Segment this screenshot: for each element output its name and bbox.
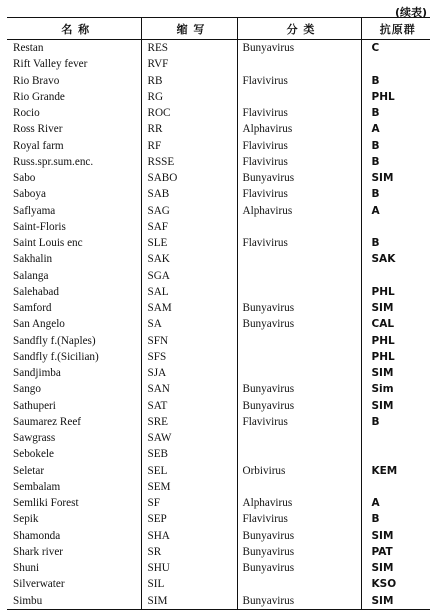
classification-cell: Flavivirus xyxy=(237,414,361,430)
table-row xyxy=(7,284,430,300)
table-row xyxy=(7,365,430,381)
classification-cell: Flavivirus xyxy=(237,186,361,202)
antigen-group-cell: SIM xyxy=(361,365,430,381)
virus-name-cell: Saflyama xyxy=(13,204,56,217)
antigen-group-cell: KSO xyxy=(361,576,430,592)
table-row xyxy=(7,463,430,479)
classification-cell xyxy=(237,479,361,495)
table-row xyxy=(7,235,430,251)
virus-name-cell: Sakhalin xyxy=(13,253,53,266)
antigen-group-cell: B xyxy=(361,511,430,527)
antigen-group-cell: SIM xyxy=(361,170,430,186)
table-row xyxy=(7,528,430,544)
abbreviation-cell: SFN xyxy=(141,333,237,349)
abbreviation-cell: SLE xyxy=(141,235,237,251)
virus-name-cell: Rift Valley fever xyxy=(13,58,88,71)
table-row xyxy=(7,333,430,349)
abbreviation-cell: SAL xyxy=(141,284,237,300)
virus-name-cell: Shamonda xyxy=(13,529,61,542)
table-row xyxy=(7,219,430,235)
classification-cell xyxy=(237,284,361,300)
abbreviation-cell: SJA xyxy=(141,365,237,381)
abbreviation-cell: SRE xyxy=(141,414,237,430)
classification-cell: Orbivirus xyxy=(237,463,361,479)
antigen-group-cell: PHL xyxy=(361,89,430,105)
table-row xyxy=(7,105,430,121)
header-class: 分 类 xyxy=(237,18,361,40)
classification-cell: Bunyavirus xyxy=(237,398,361,414)
table-row xyxy=(7,138,430,154)
abbreviation-cell: RF xyxy=(141,138,237,154)
classification-cell xyxy=(237,576,361,592)
antigen-group-cell xyxy=(361,479,430,495)
table-row xyxy=(7,398,430,414)
antigen-group-cell: B xyxy=(361,138,430,154)
antigen-group-cell: PAT xyxy=(361,544,430,560)
antigen-group-cell xyxy=(361,430,430,446)
virus-name-cell: Sathuperi xyxy=(13,399,56,412)
table-row xyxy=(7,73,430,89)
antigen-group-cell: SIM xyxy=(361,593,430,610)
virus-name-cell: Sawgrass xyxy=(13,432,56,445)
abbreviation-cell: RG xyxy=(141,89,237,105)
table-row xyxy=(7,560,430,576)
table-row xyxy=(7,170,430,186)
table-row xyxy=(7,511,430,527)
abbreviation-cell: SAF xyxy=(141,219,237,235)
antigen-group-cell: B xyxy=(361,235,430,251)
abbreviation-cell: SAW xyxy=(141,430,237,446)
antigen-group-cell: A xyxy=(361,203,430,219)
classification-cell xyxy=(237,446,361,462)
classification-cell: Flavivirus xyxy=(237,105,361,121)
table-row xyxy=(7,430,430,446)
abbreviation-cell: SHA xyxy=(141,528,237,544)
abbreviation-cell: SFS xyxy=(141,349,237,365)
antigen-group-cell: A xyxy=(361,495,430,511)
virus-name-cell: Salehabad xyxy=(13,285,59,298)
classification-cell: Alphavirus xyxy=(237,121,361,137)
abbreviation-cell: SHU xyxy=(141,560,237,576)
antigen-group-cell: Sim xyxy=(361,381,430,397)
abbreviation-cell: SEM xyxy=(141,479,237,495)
virus-name-cell: Royal farm xyxy=(13,139,64,152)
antigen-group-cell xyxy=(361,56,430,72)
virus-name-cell: Sango xyxy=(13,383,41,396)
classification-cell xyxy=(237,365,361,381)
virus-name-cell: Sebokele xyxy=(13,448,55,461)
antigen-group-cell: B xyxy=(361,414,430,430)
header-abbr: 缩 写 xyxy=(141,18,237,40)
virus-name-cell: Saumarez Reef xyxy=(13,415,82,428)
abbreviation-cell: RB xyxy=(141,73,237,89)
table-row xyxy=(7,446,430,462)
classification-cell xyxy=(237,349,361,365)
antigen-group-cell: B xyxy=(361,105,430,121)
header-name: 名 称 xyxy=(7,18,141,40)
abbreviation-cell: SF xyxy=(141,495,237,511)
virus-name-cell: Sandjimba xyxy=(13,367,61,380)
table-row xyxy=(7,479,430,495)
virus-name-cell: Sandfly f.(Sicilian) xyxy=(13,350,99,363)
antigen-group-cell: SIM xyxy=(361,560,430,576)
abbreviation-cell: SAK xyxy=(141,251,237,267)
abbreviation-cell: SAB xyxy=(141,186,237,202)
table-row xyxy=(7,203,430,219)
antigen-group-cell: B xyxy=(361,154,430,170)
antigen-group-cell: PHL xyxy=(361,333,430,349)
classification-cell xyxy=(237,89,361,105)
abbreviation-cell: SIM xyxy=(141,593,237,610)
table-body xyxy=(7,40,430,610)
table-row xyxy=(7,316,430,332)
classification-cell: Flavivirus xyxy=(237,511,361,527)
table-header xyxy=(7,18,430,40)
virus-name-cell: Sepik xyxy=(13,513,39,526)
virus-name-cell: Ross River xyxy=(13,123,63,136)
classification-cell: Flavivirus xyxy=(237,138,361,154)
antigen-group-cell xyxy=(361,219,430,235)
antigen-group-cell: PHL xyxy=(361,349,430,365)
virus-name-cell: Restan xyxy=(13,42,44,55)
table-row xyxy=(7,251,430,267)
table-row xyxy=(7,40,430,57)
table-row xyxy=(7,381,430,397)
abbreviation-cell: SEL xyxy=(141,463,237,479)
abbreviation-cell: RVF xyxy=(141,56,237,72)
antigen-group-cell: KEM xyxy=(361,463,430,479)
table-row xyxy=(7,544,430,560)
classification-cell: Alphavirus xyxy=(237,203,361,219)
classification-cell xyxy=(237,251,361,267)
classification-cell: Alphavirus xyxy=(237,495,361,511)
table-row xyxy=(7,121,430,137)
virus-name-cell: Shuni xyxy=(13,562,40,575)
virus-name-cell: Rio Bravo xyxy=(13,74,60,87)
antigen-group-cell: PHL xyxy=(361,284,430,300)
classification-cell: Bunyavirus xyxy=(237,300,361,316)
virus-name-cell: Silverwater xyxy=(13,578,65,591)
virus-name-cell: Samford xyxy=(13,302,52,315)
classification-cell xyxy=(237,430,361,446)
virus-name-cell: Saint Louis enc xyxy=(13,237,83,250)
classification-cell xyxy=(237,333,361,349)
antigen-group-cell: C xyxy=(361,40,430,57)
antigen-group-cell: SIM xyxy=(361,528,430,544)
classification-cell: Bunyavirus xyxy=(237,528,361,544)
classification-cell xyxy=(237,268,361,284)
abbreviation-cell: SEB xyxy=(141,446,237,462)
virus-name-cell: Sandfly f.(Naples) xyxy=(13,334,96,347)
table-row xyxy=(7,56,430,72)
virus-name-cell: Shark river xyxy=(13,545,64,558)
virus-name-cell: San Angelo xyxy=(13,318,65,331)
antigen-group-cell xyxy=(361,268,430,284)
classification-cell: Bunyavirus xyxy=(237,40,361,57)
abbreviation-cell: SAM xyxy=(141,300,237,316)
table-row xyxy=(7,349,430,365)
virus-name-cell: Rocio xyxy=(13,107,40,120)
abbreviation-cell: SABO xyxy=(141,170,237,186)
classification-cell: Bunyavirus xyxy=(237,170,361,186)
abbreviation-cell: RR xyxy=(141,121,237,137)
antigen-group-cell: SAK xyxy=(361,251,430,267)
virus-name-cell: Russ.spr.sum.enc. xyxy=(13,155,94,168)
classification-cell: Flavivirus xyxy=(237,73,361,89)
antigen-group-cell xyxy=(361,446,430,462)
virus-name-cell: Seletar xyxy=(13,464,45,477)
table-row xyxy=(7,268,430,284)
table-row xyxy=(7,154,430,170)
abbreviation-cell: SEP xyxy=(141,511,237,527)
abbreviation-cell: ROC xyxy=(141,105,237,121)
virus-name-cell: Simbu xyxy=(7,593,141,610)
antigen-group-cell: SIM xyxy=(361,398,430,414)
table-row xyxy=(7,576,430,592)
abbreviation-cell: RES xyxy=(141,40,237,57)
abbreviation-cell: SGA xyxy=(141,268,237,284)
classification-cell xyxy=(237,219,361,235)
table-row xyxy=(7,593,430,610)
antigen-group-cell: SIM xyxy=(361,300,430,316)
classification-cell: Bunyavirus xyxy=(237,316,361,332)
antigen-group-cell: B xyxy=(361,73,430,89)
classification-cell xyxy=(237,56,361,72)
table-row xyxy=(7,414,430,430)
classification-cell: Bunyavirus xyxy=(237,381,361,397)
antigen-group-cell: A xyxy=(361,121,430,137)
continued-label: (续表) xyxy=(394,6,427,19)
antigen-group-cell: CAL xyxy=(361,316,430,332)
classification-cell: Flavivirus xyxy=(237,235,361,251)
antigen-group-cell: B xyxy=(361,186,430,202)
abbreviation-cell: SIL xyxy=(141,576,237,592)
classification-cell: Flavivirus xyxy=(237,154,361,170)
abbreviation-cell: SAG xyxy=(141,203,237,219)
virus-name-cell: Semliki Forest xyxy=(13,497,79,510)
table-row xyxy=(7,186,430,202)
virus-name-cell: Salanga xyxy=(13,269,49,282)
abbreviation-cell: SAN xyxy=(141,381,237,397)
virus-name-cell: Saboya xyxy=(13,188,46,201)
table-row xyxy=(7,300,430,316)
virus-name-cell: Sabo xyxy=(13,172,36,185)
classification-cell: Bunyavirus xyxy=(237,593,361,610)
abbreviation-cell: RSSE xyxy=(141,154,237,170)
abbreviation-cell: SA xyxy=(141,316,237,332)
table-row xyxy=(7,495,430,511)
classification-cell: Bunyavirus xyxy=(237,560,361,576)
virus-name-cell: Rio Grande xyxy=(13,90,65,103)
header-antigen-group: 抗原群 xyxy=(361,18,430,40)
virus-name-cell: Saint-Floris xyxy=(13,220,66,233)
classification-cell: Bunyavirus xyxy=(237,544,361,560)
virus-table xyxy=(7,17,430,610)
table-row xyxy=(7,89,430,105)
abbreviation-cell: SAT xyxy=(141,398,237,414)
abbreviation-cell: SR xyxy=(141,544,237,560)
virus-name-cell: Sembalam xyxy=(13,480,61,493)
